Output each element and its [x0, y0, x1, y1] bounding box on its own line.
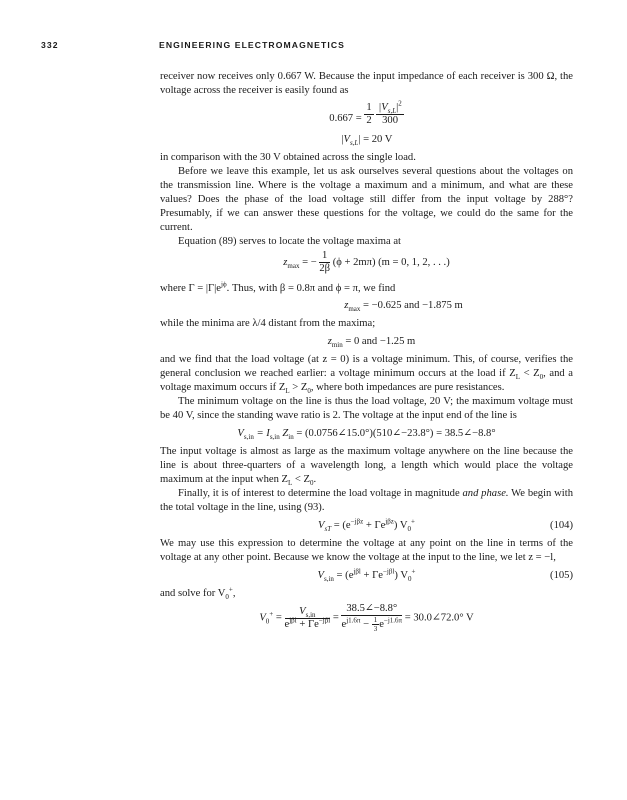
paragraph: Finally, it is of interest to determine the load voltage in magnitude and phase. We begin with the total voltage in the line, using (93). — [160, 488, 573, 513]
paragraph: Before we leave this example, let us ask ourselves several questions about the voltages on the transmission line. Where is the voltage a maximum and a minimum, and what are these values? Does the phase of the load voltage still differ from the input voltage by 288°? Presumably, if we can answer these questions for the voltage, we could do the same for the current. — [160, 166, 573, 233]
fraction: 38.5∠−8.8° $e^{j1.6\pi}$ − $\frac{1}{3}$ $e^{-j1.6\pi}$ — [341, 603, 403, 633]
equation-zmax-values: $z_{max} = -0.625$ and −1.875 m — [344, 300, 463, 314]
paragraph: We may use this expression to determine the voltage at any point on the line in terms of the voltage at any other point. Because we know the voltage at the input to the line, we let z = −l, — [160, 538, 573, 563]
equation-105: $V_{s,in} = (e^{j\beta l} + \Gamma e^{-j\beta l})$ $V_0^+$ (105) — [317, 567, 573, 584]
paragraph: in comparison with the 30 V obtained across the single load. — [160, 152, 416, 163]
equation-zmax: $z_{max}$ = − $\frac{1}{2\beta}$ (ϕ + 2mπ) (m = 0, 1, 2, . . .) — [283, 250, 450, 274]
fraction: $\frac{|V_{s,L}|^2}{300}$ — [378, 99, 402, 126]
equation-zmin: $z_{min} = 0$ and −1.25 m — [327, 336, 416, 350]
paragraph: receiver now receives only 0.667 W. Because the input impedance of each receiver is 300 Ω, the voltage across the receiver is easily found as — [160, 71, 573, 96]
paragraph: Equation (89) serves to locate the voltage maxima at — [178, 236, 401, 247]
paragraph: and solve for $V_0^+$, — [160, 585, 236, 602]
fraction: $\frac{1}{2}$ — [366, 102, 372, 126]
running-title: ENGINEERING ELECTROMAGNETICS — [159, 40, 345, 50]
paragraph: where $\Gamma = |\Gamma|e^{j\phi}$. Thus, with β = 0.8π and ϕ = π, we find — [160, 280, 396, 294]
equation-number: (105) — [550, 570, 573, 581]
equation-vmag: $|V_{s,L}| = 20$ V — [340, 134, 393, 148]
paragraph: while the minima are λ/4 distant from the maxima; — [160, 318, 376, 329]
paragraph: The minimum voltage on the line is thus the load voltage, 20 V; the maximum voltage must be 40 V, since the standing wave ratio is 2. The voltage at the input end of the line is — [160, 396, 573, 421]
equation-power: 0.667 = $\frac{1}{2}$ $\frac{|V_{s,L}|^2}{300}$ — [329, 99, 402, 126]
body-text — [160, 70, 573, 633]
paragraph: and we find that the load voltage (at z = 0) is a voltage minimum. This, of course, verifies the general conclusion we reached earlier: a voltage minimum occurs at the load if $Z_L < Z_0$, and a voltage maximum occurs if $Z_L > Z_0$, where both impedances are pure resistances. — [160, 354, 573, 396]
equation-number: (104) — [550, 520, 573, 531]
equation-vin: $V_{s,in} = I_{s,in}$ $Z_{in}$ = (0.0756∠15.0°)(510∠−23.8°) = 38.5∠−8.8° — [237, 428, 496, 442]
paragraph: The input voltage is almost as large as the maximum voltage anywhere on the line because the line is about three-quarters of a wavelength long, a length which would place the voltage maximum at the input when $Z_L < Z_0$. — [160, 446, 573, 488]
page-header — [41, 40, 587, 54]
equation-v0-solution: $V_0^+$ = $\frac{V_{s,in}}{e^{j\beta l} + \Gamma e^{-j\beta l}}$ = 38.5∠−8.8° $e^{j1.6\pi}$ − $\frac{1}{3}$ $e^{-j1.6\pi}$ = 30.0∠72.0° V — [259, 603, 474, 633]
fraction: $\frac{1}{2\beta}$ — [319, 250, 331, 274]
equation-104: $V_{sT} = (e^{-j\beta z} + \Gamma e^{j\beta z})$ $V_0^+$ (104) — [317, 517, 573, 534]
page-number: 332 — [41, 40, 59, 50]
fraction: $\frac{V_{s,in}}{e^{j\beta l} + \Gamma e^{-j\beta l}}$ — [284, 605, 331, 630]
